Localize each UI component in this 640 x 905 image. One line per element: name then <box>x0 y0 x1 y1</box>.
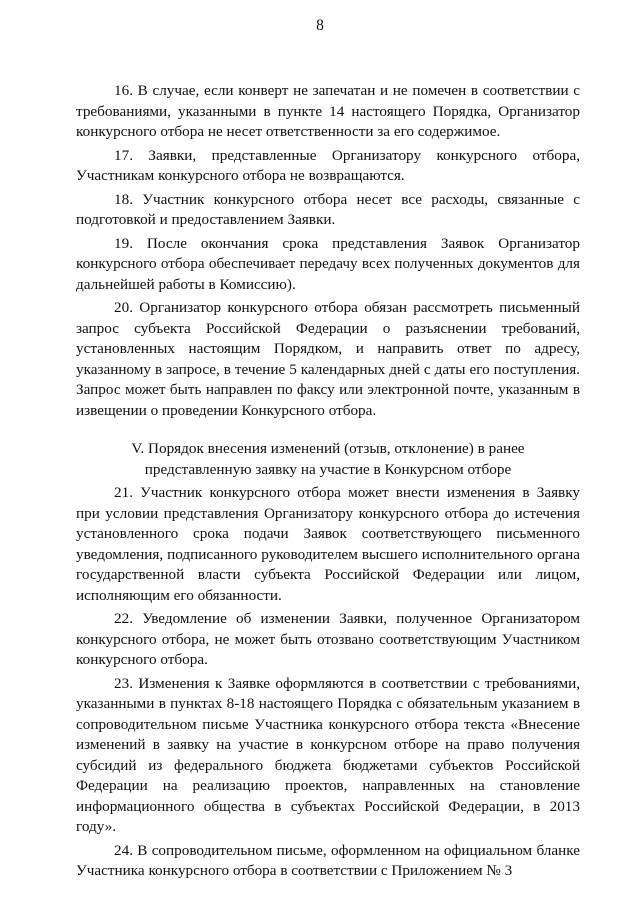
page-number: 8 <box>316 17 324 34</box>
paragraph-18: 18. Участник конкурсного отбора несет все расходы, связанные с подготовкой и предоставлением Заявки. <box>76 190 580 228</box>
paragraph-20: 20. Организатор конкурсного отбора обязан рассмотреть письменный запрос субъекта Российской Федерации о разъяснении требований, установленных настоящим Порядком, и направить ответ по адресу, указанному в запросе, в течение 5 календарных дней с даты его поступления. Запрос может быть направлен по факсу или электронной почте, указанным в извещении о проведении Конкурсного отбора. <box>76 299 580 419</box>
paragraph-16: 16. В случае, если конверт не запечатан и не помечен в соответствии с требованиями, указанными в пункте 14 настоящего Порядка, Организатор конкурсного отбора не несет ответственности за его содержимое. <box>76 82 580 140</box>
paragraph-21: 21. Участник конкурсного отбора может внести изменения в Заявку при условии представления Организатору конкурсного отбора до истечения установленного срока подачи Заявок соответствующего письменного уведомления, подписанного руководителем высшего исполнительного органа государственной власти субъекта Российской Федерации или лицом, исполняющим его обязанности. <box>76 484 580 604</box>
paragraph-17: 17. Заявки, представленные Организатору конкурсного отбора, Участникам конкурсного отбора не возвращаются. <box>76 146 580 184</box>
document-body <box>76 81 580 885</box>
paragraph-23: 23. Изменения к Заявке оформляются в соответствии с требованиями, указанными в пунктах 8-18 настоящего Порядка с обязательным указанием в сопроводительном письме Участника конкурсного отбора текста «Внесение изменений в заявку на участие в конкурсном отборе на право получения субсидий из федерального бюджета бюджетами субъектов Российской Федерации на реализацию проектов, направленных на становление информационного общества в субъектах Российской Федерации, в 2013 году». <box>76 674 580 835</box>
paragraph-24: 24. В сопроводительном письме, оформленном на официальном бланке Участника конкурсного отбора в соответствии с Приложением № 3 <box>76 841 580 879</box>
paragraph-22: 22. Уведомление об изменении Заявки, полученное Организатором конкурсного отбора, не может быть отозвано соответствующим Участником конкурсного отбора. <box>76 610 580 668</box>
section-heading: V. Порядок внесения изменений (отзыв, отклонение) в ранее представленную заявку на участие в Конкурсном отборе <box>131 440 525 478</box>
paragraph-19: 19. После окончания срока представления Заявок Организатор конкурсного отбора обеспечивает передачу всех полученных документов для дальнейшей работы в Комиссию). <box>76 234 580 293</box>
